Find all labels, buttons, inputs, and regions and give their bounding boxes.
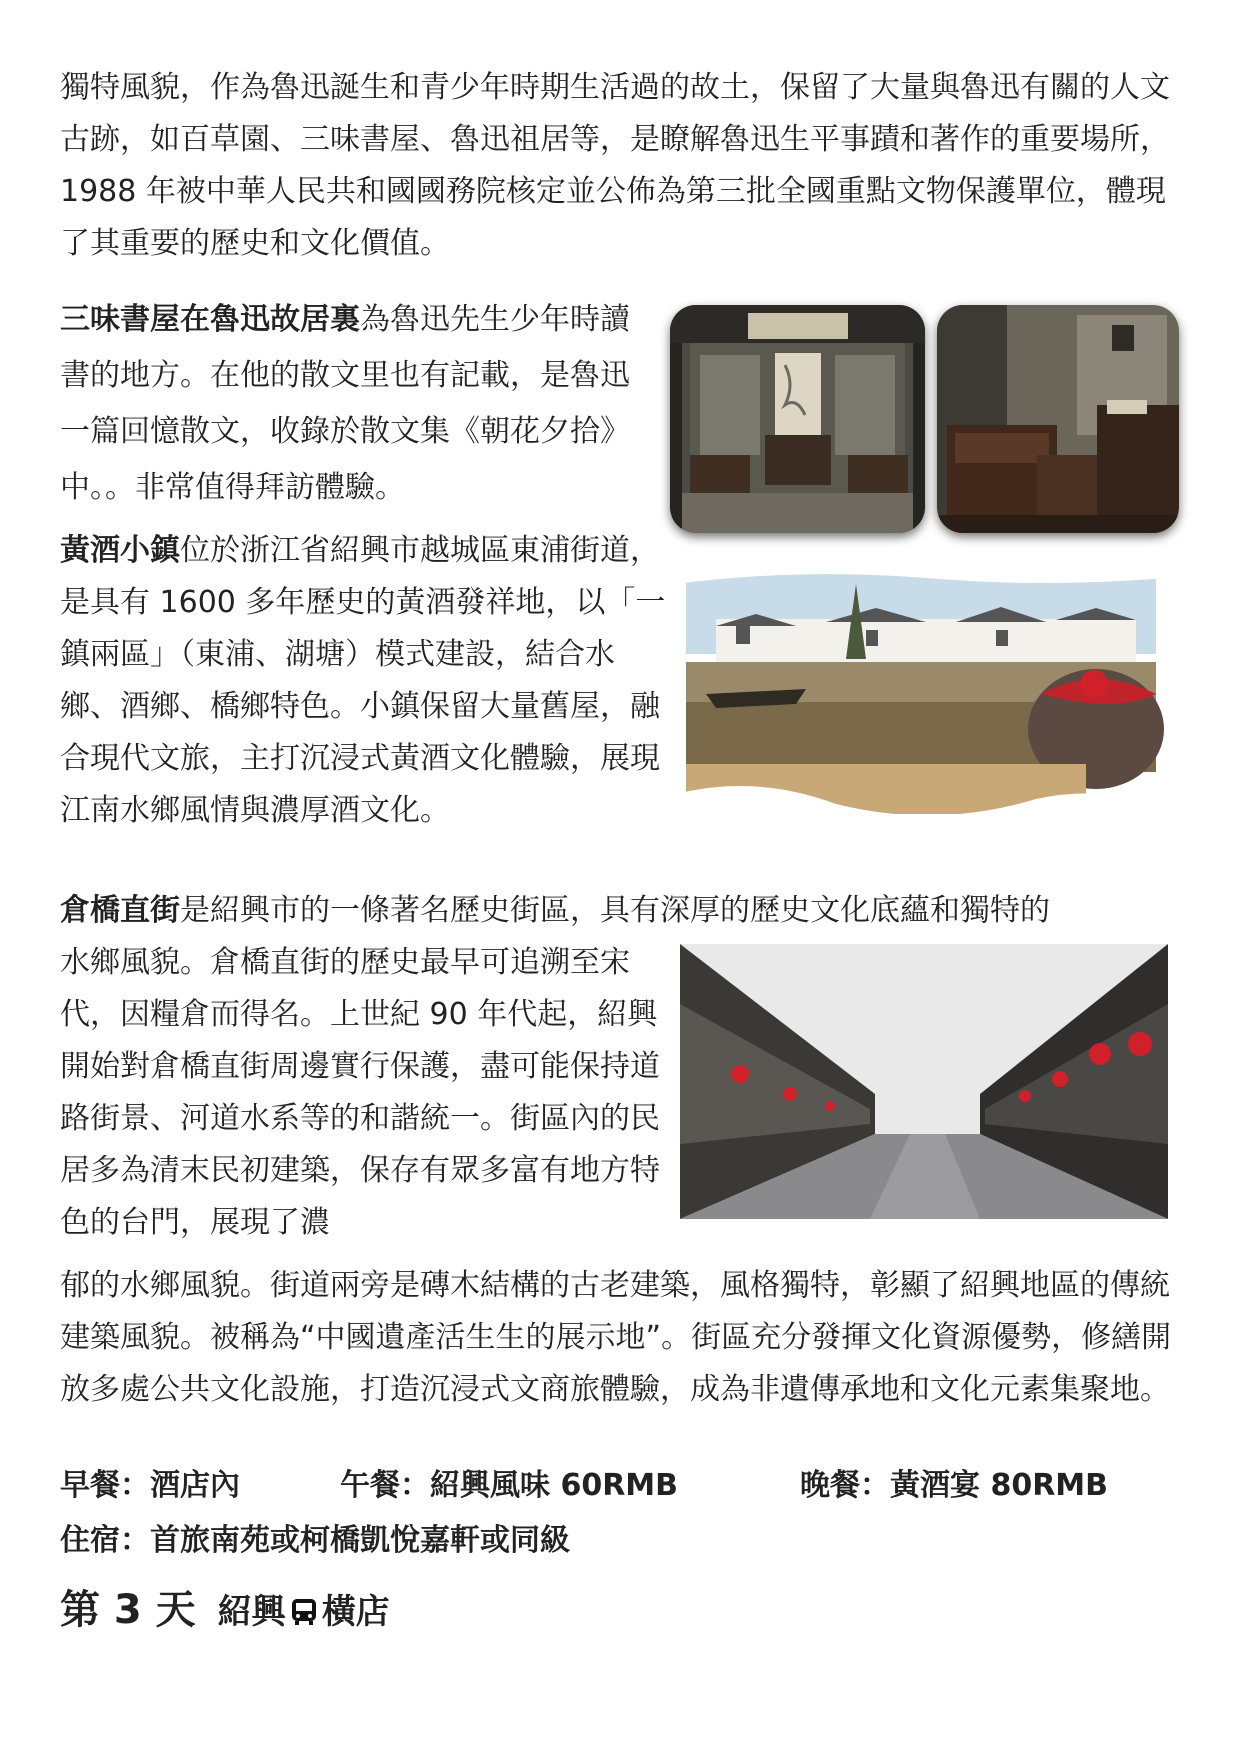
day-number: 第 3 天	[60, 1587, 196, 1633]
dinner-info: 晚餐：黃酒宴 80RMB	[800, 1468, 1109, 1503]
sanwei-paragraph	[60, 292, 650, 516]
cangqiao-line1	[60, 885, 1180, 937]
huangjiu-text: 位於浙江省紹興市越城區東浦街道，是具有 1600 多年歷史的黃酒發祥地，以「一鎮兩區」（東浦、湖塘）模式建設，結合水鄉、酒鄉、橋鄉特色。小鎮保留大量舊屋，融合現代文旅，主打沉浸式黃酒文化體驗，展現江南水鄉風情與濃厚酒文化。	[60, 533, 666, 828]
cangqiao-title: 倉橋直街	[60, 893, 180, 928]
sanwei-study-photo	[670, 305, 925, 533]
day-route-from: 紹興	[217, 1592, 286, 1632]
cangqiao-street-photo	[680, 944, 1168, 1219]
meals-row	[60, 1460, 1180, 1510]
day-route	[218, 1592, 390, 1632]
bus-icon	[290, 1596, 318, 1636]
cangqiao-paragraph-3: 郁的水鄉風貌。街道兩旁是磚木結構的古老建築，風格獨特，彰顯了紹興地區的傳統建築風貌。被稱為“中國遺產活生生的展示地”。街區充分發揮文化資源優勢，修繕開放多處公共文化設施，打造沉浸式文商旅體驗，成為非遺傳承地和文化元素集聚地。	[60, 1268, 1172, 1407]
intro-paragraph: 獨特風貌，作為魯迅誕生和青少年時期生活過的故土，保留了大量與魯迅有關的人文古跡，如百草園、三味書屋、魯迅祖居等，是瞭解魯迅生平事蹟和著作的重要場所，1988 年被中華人民共和國國務院核定並公佈為第三批全國重點文物保護單位，體現了其重要的歷史和文化價值。	[60, 70, 1170, 261]
huangjiu-town-photo	[676, 564, 1166, 829]
day-route-to: 橫店	[321, 1592, 390, 1632]
huangjiu-title: 黃酒小鎮	[60, 533, 180, 568]
day-heading	[60, 1578, 390, 1636]
cangqiao-paragraph-2: 水鄉風貌。倉橋直街的歷史最早可追溯至宋代，因糧倉而得名。上世紀 90 年代起，紹興開始對倉橋直街周邊實行保護，盡可能保持道路街景、河道水系等的和諧統一。街區內的民居多為清末民初建築，保存有眾多富有地方特色的台門，展現了濃	[60, 945, 660, 1240]
sanwei-text: 為魯迅先生少年時讀書的地方。在他的散文里也有記載，是魯迅一篇回憶散文，收錄於散文集《朝花夕拾》中。。非常值得拜訪體驗。	[60, 302, 630, 505]
sanwei-desk-photo	[937, 305, 1179, 533]
lodging-info: 住宿：首旅南苑或柯橋凱悅嘉軒或同級	[60, 1523, 570, 1558]
huangjiu-paragraph	[60, 525, 670, 837]
cangqiao-line1-text: 是紹興市的一條著名歷史街區，具有深厚的歷史文化底蘊和獨特的	[180, 893, 1050, 928]
sanwei-title: 三味書屋在魯迅故居裏	[60, 302, 360, 337]
lunch-info: 午餐：紹興風味 60RMB	[340, 1468, 679, 1503]
breakfast-info: 早餐：酒店內	[60, 1468, 240, 1503]
